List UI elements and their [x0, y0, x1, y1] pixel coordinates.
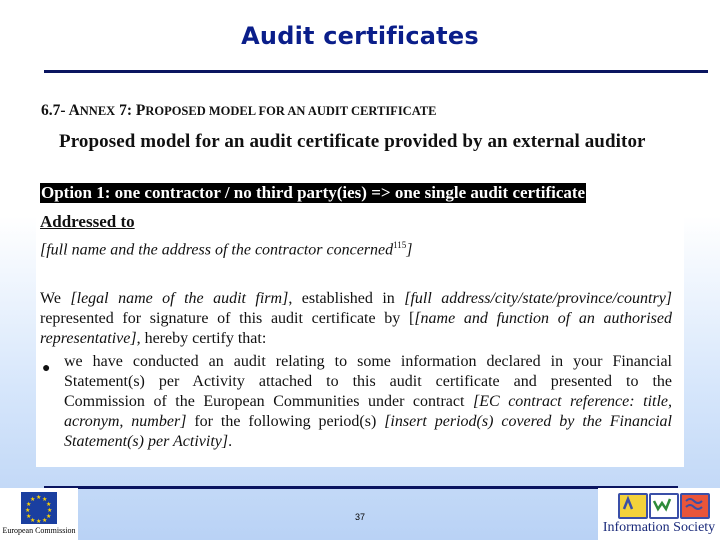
annex-rest: ROPOSED MODEL FOR AN AUDIT CERTIFICATE — [145, 104, 437, 118]
information-society-icon — [618, 491, 710, 519]
paragraph-line — [40, 309, 672, 329]
placeholder-text: [EC contract reference: title, — [472, 393, 672, 410]
placeholder-text: [full address/city/state/province/country] — [404, 290, 673, 307]
title-divider — [44, 70, 708, 73]
text-span: , established in — [288, 290, 405, 307]
contractor-placeholder — [40, 240, 413, 259]
paragraph-line — [40, 289, 672, 309]
european-commission-label: European Commission — [2, 526, 76, 535]
text-span: we have conducted an audit relating to some information declared in your Financial — [64, 353, 672, 370]
bullet-line — [64, 372, 672, 392]
bullet-line — [64, 432, 672, 452]
annex-num: 7: P — [115, 102, 146, 119]
text-span: Commission of the European Communities under contract — [64, 393, 473, 410]
information-society-glyphs — [618, 491, 710, 519]
page-number: 37 — [354, 512, 365, 522]
slide-title: Audit certificates — [241, 22, 479, 50]
paragraph-line — [40, 329, 672, 349]
placeholder-text: representative] — [40, 330, 137, 347]
annex-heading — [41, 102, 436, 120]
bullet-line — [64, 352, 672, 372]
text-span: represented for signature of this audit certificate by [ — [40, 310, 415, 327]
placeholder-text: [legal name of the audit firm] — [70, 290, 289, 307]
annex-number: 6.7- — [41, 102, 69, 119]
annex-word-rest: NNEX — [79, 104, 116, 118]
bullet-line — [64, 412, 672, 432]
document-excerpt — [36, 90, 684, 467]
placeholder-text: [name and function of an authorised — [414, 310, 672, 327]
footnote-ref: 115 — [393, 240, 407, 250]
contractor-placeholder-close: ] — [406, 241, 413, 259]
addressed-to-label: Addressed to — [40, 212, 135, 231]
contractor-placeholder-text: [full name and the address of the contractor concerned — [40, 241, 394, 259]
text-span: . — [228, 433, 233, 450]
information-society-label: Information Society — [602, 520, 716, 535]
information-society-logo — [598, 488, 720, 540]
bullet-line — [64, 392, 672, 412]
text-span: We — [40, 290, 71, 307]
option-title: Option 1: one contractor / no third party(ies) => one single audit certificate — [41, 183, 586, 202]
eu-flag-icon: ★ ★ ★ ★ ★ ★ ★ ★ ★ ★ ★ ★ — [21, 492, 57, 524]
text-span: for the following period(s) — [186, 413, 385, 430]
european-commission-logo — [0, 488, 78, 540]
bullet-icon: ● — [42, 361, 51, 376]
annex-word-initial: A — [68, 102, 80, 119]
footer-divider — [44, 486, 678, 489]
text-span: , hereby certify that: — [136, 330, 267, 347]
placeholder-text: [insert period(s) covered by the Financial — [384, 413, 672, 430]
certification-paragraph — [40, 289, 672, 349]
model-heading: Proposed model for an audit certificate provided by an external auditor — [59, 131, 646, 152]
bullet-item — [64, 352, 672, 452]
placeholder-text: Statement(s) per Activity] — [64, 433, 229, 450]
text-span: Statement(s) per Activity attached to this audit certificate and presented to the — [64, 373, 672, 390]
placeholder-text: acronym, number] — [64, 413, 187, 430]
